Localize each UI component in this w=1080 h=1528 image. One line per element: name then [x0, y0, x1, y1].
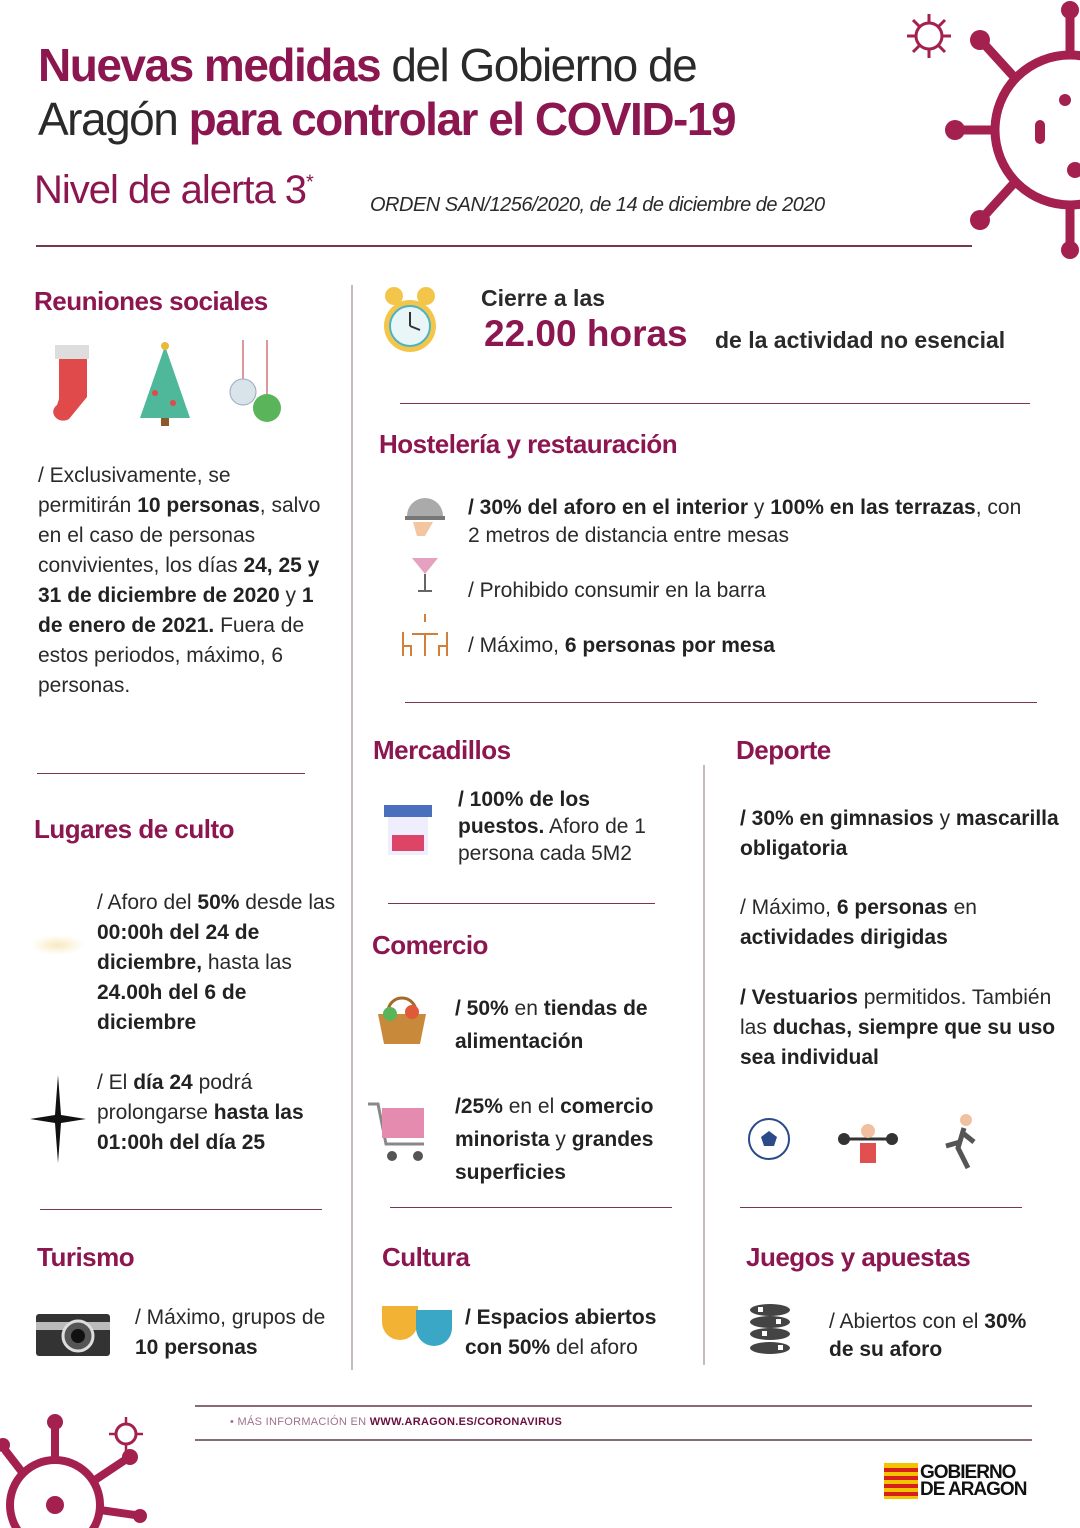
grocery-basket-icon — [376, 992, 428, 1046]
bold-text: 10 personas — [137, 494, 260, 517]
camera-icon — [36, 1308, 110, 1356]
bold-text: 24, 25 y 31 de diciembre de 2020 — [38, 554, 320, 607]
divider — [36, 245, 972, 247]
more-info: • MÁS INFORMACIÓN EN WWW.ARAGON.ES/CORONAVIRUS — [230, 1416, 563, 1428]
divider — [405, 702, 1037, 703]
heading-mercadillos: Mercadillos — [373, 735, 511, 765]
culto-text-1 — [97, 888, 347, 1038]
heading-lugares-de-culto: Lugares de culto — [34, 814, 235, 844]
divider — [40, 1209, 322, 1210]
weightlifter-icon — [838, 1117, 898, 1167]
text: permitidos. También las — [740, 986, 1052, 1039]
bold-text: 6 personas por mesa — [564, 634, 775, 657]
title-line-2 — [38, 92, 735, 146]
bold-text: hasta las 01:00h del día 25 — [97, 1101, 304, 1154]
comercio-item-1 — [455, 992, 695, 1058]
bold-text: para controlar el COVID-19 — [188, 93, 736, 145]
bold-text: / 100% de los puestos. — [458, 788, 590, 838]
star-icon — [30, 1075, 86, 1163]
heading-cultura: Cultura — [382, 1242, 470, 1272]
soccer-ball-icon — [747, 1117, 791, 1161]
text: desde las — [239, 891, 336, 914]
divider — [388, 903, 655, 904]
heading-deporte: Deporte — [736, 735, 831, 765]
theater-masks-icon — [380, 1300, 456, 1352]
text: del aforo — [550, 1336, 638, 1359]
hosteleria-item-2 — [468, 576, 766, 606]
bold-text: 24.00h del 6 de diciembre — [97, 981, 247, 1034]
christmas-stocking-icon — [45, 345, 100, 425]
title-line-1 — [38, 38, 696, 92]
cultura-text — [465, 1303, 695, 1363]
text: hasta las — [202, 951, 292, 974]
casino-chips-icon — [748, 1302, 792, 1358]
bold-text: Nuevas medidas — [38, 39, 381, 91]
deporte-item-2 — [740, 893, 1060, 953]
bold-text: / Vestuarios — [740, 986, 858, 1009]
cierre-description: de la actividad no esencial — [715, 327, 1006, 353]
hosteleria-item-1 — [468, 494, 1038, 550]
bold-text: 30% de su aforo — [829, 1310, 1027, 1361]
heading-comercio: Comercio — [372, 930, 488, 960]
heading-hosteleria: Hostelería y restauración — [379, 429, 678, 459]
small-virus-icon — [108, 1416, 144, 1452]
logo-line-1: GOBIERNO — [920, 1462, 1016, 1483]
small-virus-icon — [905, 12, 953, 60]
more-info-label: MÁS INFORMACIÓN EN — [237, 1416, 370, 1428]
cierre-hour: 22.00 horas — [484, 313, 688, 354]
bold-text: tiendas de alimentación — [455, 997, 648, 1053]
column-divider — [351, 285, 353, 1370]
text: / Máximo, — [468, 634, 565, 657]
cocktail-icon — [410, 552, 440, 594]
heading-reuniones-sociales: Reuniones sociales — [34, 286, 268, 316]
comercio-item-2 — [455, 1090, 700, 1189]
market-stall-icon — [382, 803, 434, 857]
more-info-link[interactable]: WWW.ARAGON.ES/CORONAVIRUS — [369, 1416, 563, 1428]
column-divider — [703, 765, 705, 1365]
bold-text: día 24 — [133, 1071, 193, 1094]
cierre-label: Cierre a las — [481, 285, 606, 311]
heading-juegos: Juegos y apuestas — [746, 1242, 971, 1272]
text: y — [748, 496, 771, 519]
bold-text: duchas, siempre que su uso sea individual — [740, 1016, 1056, 1069]
bold-text: 00:00h del 24 de diciembre, — [97, 921, 260, 974]
text: Aforo de 1 persona cada 5M2 — [458, 815, 646, 865]
text: y — [549, 1128, 572, 1151]
serving-tray-icon — [403, 490, 447, 538]
bold-text: comercio minorista — [455, 1095, 654, 1151]
text: / Máximo, grupos de — [135, 1306, 326, 1329]
bold-text: mascarilla obligatoria — [740, 807, 1059, 860]
hosteleria-item-3 — [468, 631, 775, 661]
divider — [740, 1207, 1022, 1208]
divider — [195, 1439, 1032, 1441]
deporte-item-1 — [740, 804, 1060, 864]
text: , salvo en el caso de personas convivientes, los días — [38, 494, 321, 577]
christmas-tree-icon — [135, 338, 195, 428]
logo-line-2: DE ARAGON — [920, 1479, 1027, 1500]
mercadillos-text — [458, 786, 678, 867]
alarm-clock-icon — [380, 284, 440, 358]
text: , con 2 metros de distancia entre mesas — [468, 496, 1022, 547]
bold-text: / 30% del aforo en el interior — [468, 496, 749, 519]
shopping-cart-icon — [366, 1100, 432, 1166]
text: Aragón — [38, 93, 189, 145]
text: / El — [97, 1071, 134, 1094]
alert-level — [34, 168, 313, 213]
text: y — [279, 584, 302, 607]
deporte-item-3 — [740, 983, 1060, 1073]
gobierno-aragon-logo — [884, 1463, 1026, 1499]
bold-text: 10 personas — [135, 1336, 258, 1359]
text: en — [508, 997, 544, 1020]
runner-icon — [940, 1112, 980, 1170]
bold-text: 100% en las terrazas — [770, 496, 976, 519]
text: / Prohibido consumir en la barra — [468, 579, 766, 602]
text: / Máximo, — [740, 896, 837, 919]
juegos-text — [829, 1308, 1029, 1364]
heading-turismo: Turismo — [37, 1242, 135, 1272]
asterisk: * — [306, 171, 313, 194]
divider — [390, 1207, 672, 1208]
reuniones-text — [38, 461, 328, 701]
text: en — [947, 896, 977, 919]
text: / Aforo del — [97, 891, 198, 914]
culto-text-2 — [97, 1068, 347, 1158]
text: y — [933, 807, 956, 830]
bold-text: / 30% en gimnasios — [740, 807, 934, 830]
turismo-text — [135, 1303, 335, 1363]
divider — [195, 1405, 1032, 1407]
text: podrá prolongarse — [97, 1071, 253, 1124]
bold-text: 1 de enero de 2021. — [38, 584, 314, 637]
text: Fuera de estos periodos, máximo, 6 personas. — [38, 614, 305, 697]
divider — [400, 403, 1030, 404]
bold-text: /25% — [455, 1095, 503, 1118]
bold-text: 6 personas — [836, 896, 948, 919]
table-chairs-icon — [400, 612, 450, 658]
order-reference: ORDEN SAN/1256/2020, de 14 de diciembre de 2020 — [370, 194, 825, 216]
sparkle-icon — [30, 935, 85, 955]
text: / Abiertos con el — [829, 1310, 985, 1333]
christmas-baubles-icon — [225, 340, 285, 428]
text: / Exclusivamente, se permitirán — [38, 464, 231, 517]
text: del Gobierno de — [380, 39, 697, 91]
bold-text: actividades dirigidas — [740, 926, 948, 949]
divider — [37, 773, 305, 774]
aragon-flag-icon — [884, 1463, 918, 1499]
alert-level-text: Nivel de alerta 3 — [34, 168, 307, 212]
bold-text: / 50% — [455, 997, 509, 1020]
bold-text: grandes superficies — [455, 1128, 654, 1184]
bold-text: 50% — [197, 891, 240, 914]
bold-text: / Espacios abiertos con 50% — [465, 1306, 657, 1359]
text: en el — [502, 1095, 561, 1118]
